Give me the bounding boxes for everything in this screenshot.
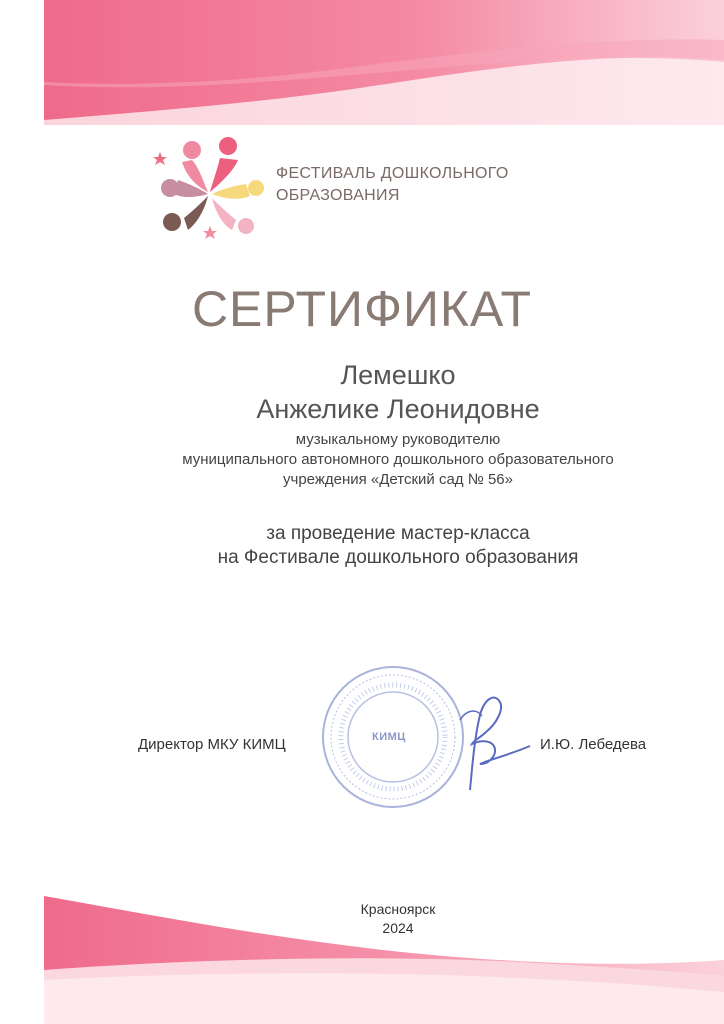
position-line-2: муниципального автономного дошкольного образовательного (182, 451, 614, 468)
bottom-wave-decoration (0, 880, 724, 1024)
certificate-title: СЕРТИФИКАТ (191, 281, 533, 337)
director-title: Директор МКУ КИМЦ (138, 736, 286, 753)
issue-year: 2024 (382, 920, 414, 936)
reason-line-1: за проведение мастер-класса (266, 523, 530, 544)
director-name: И.Ю. Лебедева (540, 736, 647, 753)
stamp-label: КИМЦ (372, 731, 406, 743)
reason-line-2: на Фестивале дошкольного образования (217, 547, 579, 568)
festival-name-line2: ОБРАЗОВАНИЯ (276, 187, 400, 204)
director-signature (410, 680, 540, 800)
festival-logo (150, 130, 270, 250)
recipient-given-name: Анжелике Леонидовне (256, 394, 540, 424)
position-line-3: учреждения «Детский сад № 56» (283, 471, 513, 488)
recipient-surname: Лемешко (340, 360, 456, 390)
award-reason (0, 522, 724, 570)
issue-city: Красноярск (360, 901, 436, 917)
festival-name-line1: ФЕСТИВАЛЬ ДОШКОЛЬНОГО (276, 165, 509, 182)
festival-name (276, 163, 509, 207)
top-wave-decoration (0, 0, 724, 140)
position-line-1: музыкальному руководителю (295, 431, 501, 448)
recipient-name (0, 358, 724, 426)
recipient-position (0, 430, 724, 490)
